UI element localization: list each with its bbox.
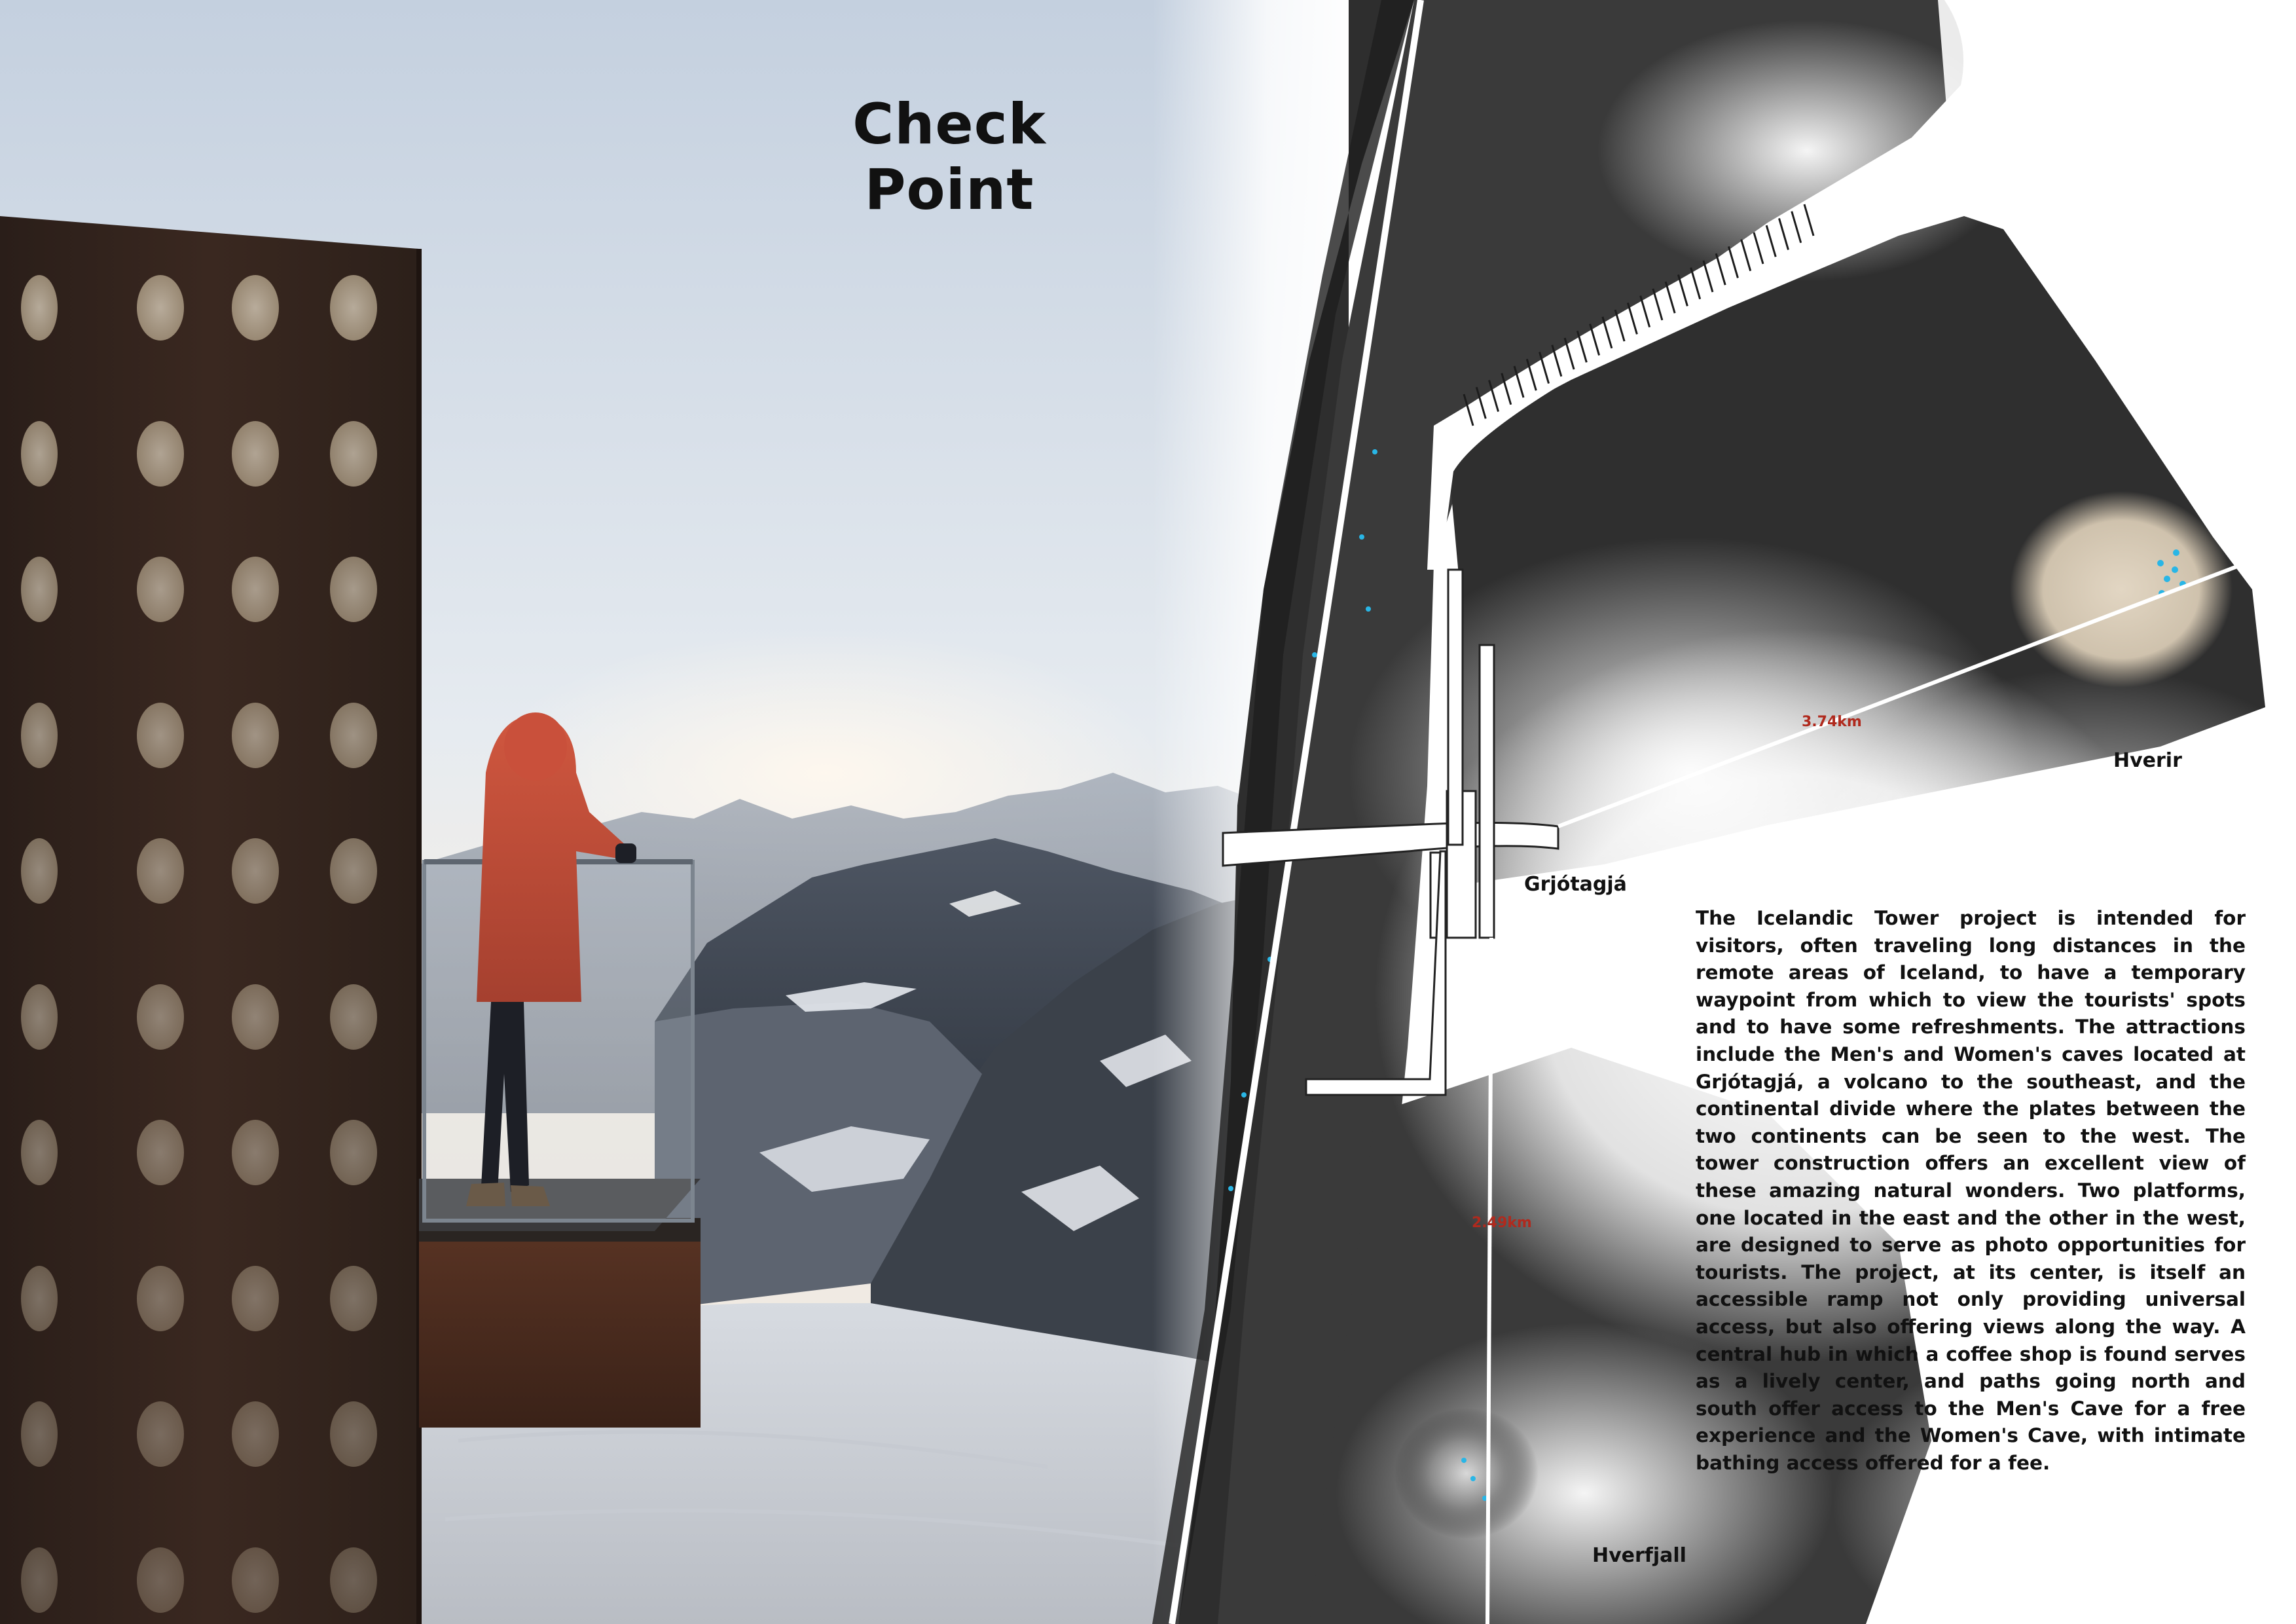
perforation-hole bbox=[137, 838, 184, 904]
fissure-spring-dot bbox=[1372, 449, 1377, 454]
page-title: Check Point bbox=[852, 92, 1046, 223]
perforated-panel bbox=[0, 216, 419, 1624]
label-hverfjall: Hverfjall bbox=[1592, 1544, 1686, 1567]
perforation-hole bbox=[137, 1547, 184, 1613]
perforation-hole bbox=[330, 838, 377, 904]
perforation-hole bbox=[232, 1401, 279, 1467]
perforation-hole bbox=[21, 421, 58, 487]
perforation-hole bbox=[137, 557, 184, 622]
project-description: The Icelandic Tower project is intended for visitors, often traveling long distances in the remote areas of Iceland, to have a temporary waypoint from which to view the tourists' spots and to have some refreshments. The attractions include the Men's and Women's caves located at Grjótagjá, a volcano to the southeast, and the continental divide where the plates between the two continents can be seen to the west. The tower construction offers an excellent view of these amazing natural wonders. Two platforms, one located in the east and the other in the west, are designed to serve as photo opportunities for tourists. The project, at its center, is itself an accessible ramp not only providing universal access, but also offering views along the way. A central hub in which a coffee shop is found serves as a lively center, and paths going north and south offer access to the Men's Cave for a free experience and the Women's Cave, with intimate bathing access offered for a fee. bbox=[1696, 907, 2246, 1474]
fissure-spring-dot bbox=[1228, 1186, 1233, 1191]
perforation-hole bbox=[330, 984, 377, 1050]
perforation-hole bbox=[21, 1120, 58, 1185]
perforation-hole bbox=[232, 1120, 279, 1185]
label-grjotagja: Grjótagjá bbox=[1524, 873, 1627, 896]
perforation-hole bbox=[330, 1547, 377, 1613]
perforation-hole bbox=[330, 1120, 377, 1185]
hot-spring-dot bbox=[2157, 560, 2164, 566]
label-hverir: Hverir bbox=[2113, 749, 2182, 772]
perforation-hole bbox=[137, 275, 184, 341]
perforation-hole bbox=[137, 703, 184, 768]
perforation-hole bbox=[137, 1266, 184, 1331]
perforation-hole bbox=[232, 1547, 279, 1613]
perforation-hole bbox=[232, 557, 279, 622]
perforation-hole bbox=[330, 703, 377, 768]
perforation-hole bbox=[137, 421, 184, 487]
platform-base bbox=[419, 1218, 701, 1428]
perforation-hole bbox=[232, 421, 279, 487]
perforation-hole bbox=[21, 275, 58, 341]
distance-label-hverir: 3.74km bbox=[1802, 714, 1862, 730]
perforation-hole bbox=[330, 275, 377, 341]
hot-spring-dot bbox=[2164, 576, 2170, 582]
perforation-hole bbox=[330, 1401, 377, 1467]
hot-spring-dot bbox=[2173, 549, 2179, 556]
perforation-hole bbox=[232, 275, 279, 341]
perforation-hole bbox=[21, 984, 58, 1050]
fissure-spring-dot bbox=[1359, 534, 1364, 540]
perforation-hole bbox=[21, 1401, 58, 1467]
perforation-hole bbox=[330, 1266, 377, 1331]
north-spine bbox=[1480, 645, 1494, 938]
perforation-hole bbox=[330, 421, 377, 487]
fissure-spring-dot bbox=[1241, 1092, 1247, 1098]
distance-label-hverfjall: 2.49km bbox=[1472, 1215, 1532, 1231]
person-glove bbox=[615, 843, 636, 863]
crater-spring-dot bbox=[1470, 1476, 1476, 1481]
perforation-hole bbox=[137, 984, 184, 1050]
perforation-hole bbox=[232, 1266, 279, 1331]
perforation-hole bbox=[330, 557, 377, 622]
hverfjall-crater bbox=[1394, 1408, 1539, 1539]
fissure-spring-dot bbox=[1366, 606, 1371, 612]
perforation-hole bbox=[232, 703, 279, 768]
perforation-hole bbox=[21, 1547, 58, 1613]
perforation-hole bbox=[137, 1120, 184, 1185]
person-hood bbox=[504, 712, 567, 781]
crater-spring-dot bbox=[1461, 1458, 1467, 1463]
perforation-hole bbox=[21, 703, 58, 768]
north-ramp bbox=[1448, 570, 1463, 845]
perforation-hole bbox=[232, 838, 279, 904]
perforation-hole bbox=[137, 1401, 184, 1467]
perforation-hole bbox=[21, 557, 58, 622]
hverir-geothermal-area bbox=[2010, 491, 2232, 688]
perforation-hole bbox=[21, 1266, 58, 1331]
perforation-hole bbox=[21, 838, 58, 904]
hot-spring-dot bbox=[2172, 566, 2178, 573]
fissure-spring-dot bbox=[1312, 652, 1317, 657]
perforation-hole bbox=[232, 984, 279, 1050]
